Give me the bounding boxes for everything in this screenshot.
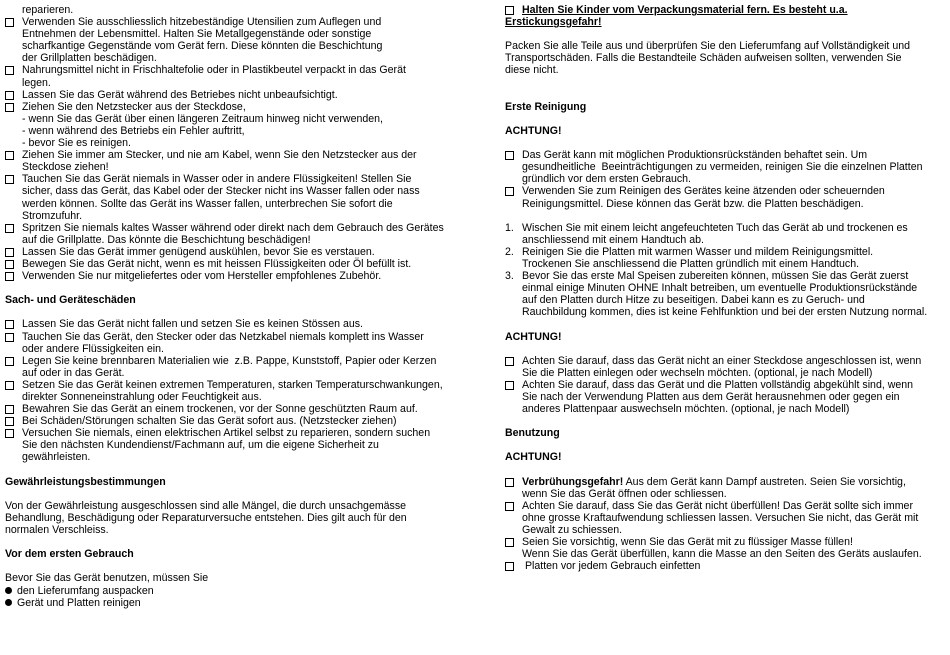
checkbox-icon [505, 478, 514, 487]
checkbox-icon [5, 405, 14, 414]
list-item-line: Achten Sie darauf, dass das Gerät und die Platten vollständig abgekühlt sind, wenn [522, 378, 914, 391]
list-item-line: Entnehmen der Lebensmittel. Halten Sie Metallgegenstände oder sonstige [22, 28, 372, 41]
checkbox-icon [5, 272, 14, 281]
list-item-line: gewährleisten. [22, 451, 91, 464]
achtung-label: ACHTUNG! [505, 124, 562, 137]
list-item-line: Tauchen Sie das Gerät niemals in Wasser oder in andere Flüssigkeiten! Stellen Sie [22, 173, 412, 186]
list-item-line: Ziehen Sie immer am Stecker, und nie am Kabel, wenn Sie den Netzstecker aus der [22, 149, 417, 162]
list-item-line: der Grillplatten beschädigen. [22, 52, 157, 65]
list-item [5, 318, 445, 330]
package-text [505, 40, 935, 76]
step-line: Bevor Sie das erste Mal Speisen zubereiten können, müssen Sie das Gerät zuerst [522, 270, 909, 283]
heading-damage: Sach- und Geräteschäden [5, 294, 136, 307]
list-item-line: sicher, dass das Gerät, das Kabel oder der Stecker nicht ins Wasser fallen oder nass [22, 185, 420, 198]
list-item-line: Lassen Sie das Gerät nicht fallen und setzen Sie es keinen Stössen aus. [22, 318, 363, 331]
list-item-line: Verwenden Sie zum Reinigen des Gerätes keine ätzenden oder scheuernden [522, 185, 885, 198]
list-item-line: Verwenden Sie nur mitgeliefertes oder vom Hersteller empfohlenes Zubehör. [22, 270, 382, 283]
list-item-line: Lassen Sie das Gerät während des Betriebes nicht unbeaufsichtigt. [22, 88, 338, 101]
list-item-line: Achten Sie darauf, dass das Gerät nicht an einer Steckdose angeschlossen ist, wenn [522, 354, 922, 367]
list-item [5, 149, 445, 173]
list-item [5, 246, 445, 258]
list-item-line: ohne grosse Kraftaufwendung schliessen lassen. Versuchen Sie nicht, das Gerät mit [522, 511, 919, 524]
paragraph-line: Transportschäden. Falls die Bestandteile Schäden aufweisen sollten, verwenden Sie [505, 52, 902, 65]
list-item [5, 355, 445, 379]
list-item [5, 427, 445, 463]
list-item-line: Setzen Sie das Gerät keinen extremen Temperaturen, starken Temperaturschwankungen, [22, 378, 443, 391]
child-warning: Halten Sie Kinder vom Verpackungsmaterial fern. Es besteht u.a. Erstickungsgefahr! [505, 4, 848, 29]
step-item [505, 222, 935, 246]
list-item [505, 379, 935, 415]
checkbox-icon [505, 538, 514, 547]
list-item-line: auf die Grillplatte. Das könnte die Beschichtung beschädigen! [22, 233, 311, 246]
checkbox-icon [505, 151, 514, 160]
list-item [5, 379, 445, 403]
step-line: Trockenen Sie anschliessend die Platten gründlich mit einem Handtuch. [522, 257, 860, 270]
bullet-icon [5, 587, 12, 594]
checkbox-icon [5, 224, 14, 233]
list-item-line: Sie nach der Verwendung Platten aus dem Gerät herausnehmen oder gegen ein [522, 391, 900, 403]
list-item [505, 185, 935, 209]
first-use-bullets [5, 585, 445, 609]
heading-cleaning: Erste Reinigung [505, 100, 587, 113]
steps-list [505, 222, 935, 319]
step-number: 1. [505, 221, 514, 234]
paragraph-line: diese nicht. [505, 64, 559, 77]
list-item-line: - wenn Sie das Gerät über einen längeren Zeitraum hinweg nicht verwenden, [22, 112, 383, 125]
checkbox-icon [5, 260, 14, 269]
list-item [5, 415, 445, 427]
heading-usage: Benutzung [505, 427, 560, 440]
checkbox-icon [5, 333, 14, 342]
list-item: Platten vor jedem Gebrauch einfetten [505, 560, 935, 572]
list-item [505, 355, 935, 379]
list-item-line: auf oder in das Gerät. [22, 366, 125, 379]
list-item-line: oder andere Flüssigkeiten ein. [22, 342, 164, 355]
achtung-label-3: ACHTUNG! [505, 451, 562, 464]
warranty-text [5, 500, 445, 536]
scald-warning: Verbrühungsgefahr! Aus dem Gerät kann Dampf austreten. Seien Sie vorsichtig, wenn Sie das Gerät öffnen oder schliessen. [505, 476, 935, 500]
checkbox-icon [5, 18, 14, 27]
list-item-line: Tauchen Sie das Gerät, den Stecker oder das Netzkabel niemals komplett ins Wasser [22, 330, 424, 343]
achtung-label-2: ACHTUNG! [505, 330, 562, 343]
checkbox-icon [505, 187, 514, 196]
checkbox-icon [5, 320, 14, 329]
damage-list [5, 318, 445, 463]
step-number: 3. [505, 270, 514, 283]
list-item [5, 16, 445, 64]
list-item-line: - bevor Sie es reinigen. [22, 137, 131, 150]
list-item-line: Gewalt zu schiessen. [522, 524, 623, 537]
right-column [505, 4, 935, 572]
list-item-line: Bewahren Sie das Gerät an einem trockenen, vor der Sonne geschützten Raum auf. [22, 403, 418, 416]
list-item [505, 500, 935, 536]
list-item-line: legen. [22, 76, 51, 89]
list-item [505, 536, 935, 560]
safety-list [5, 16, 445, 282]
list-item-line: Bei Schäden/Störungen schalten Sie das Gerät sofort aus. (Netzstecker ziehen) [22, 415, 397, 428]
list-item-line: scharfkantige Gegenstände vom Gerät fern. Diese könnten die Beschichtung [22, 40, 383, 53]
list-item [5, 173, 445, 221]
list-item-line: Stromzufuhr. [22, 209, 83, 222]
checkbox-icon [5, 175, 14, 184]
list-item-line: werden können. Sollte das Gerät ins Wasser fallen, unterbrechen Sie sofort die [22, 197, 393, 210]
checkbox-icon [505, 357, 514, 366]
checkbox-icon [505, 6, 514, 15]
heading-first-use: Vor dem ersten Gebrauch [5, 548, 134, 561]
list-item-line: Spritzen Sie niemals kaltes Wasser während oder direkt nach dem Gebrauch des Gerätes [22, 221, 444, 234]
list-item [505, 149, 935, 185]
list-item-line: Sie die Platten einlegen oder wechseln möchten. (optional, je nach Modell) [522, 366, 873, 379]
step-item [505, 246, 935, 270]
list-item-line: Bewegen Sie das Gerät nicht, wenn es mit heissen Flüssigkeiten oder Öl befüllt ist. [22, 257, 412, 270]
checkbox-icon [505, 562, 514, 571]
step-line: Wischen Sie mit einem leicht angefeuchteten Tuch das Gerät ab und trockenen es [522, 221, 908, 234]
bullet-text: den Lieferumfang auspacken [17, 584, 154, 597]
left-column [5, 4, 445, 609]
list-item [5, 89, 445, 101]
list-item-line: Sie den nächsten Kundendienst/Fachmann auf, um die eigene Sicherheit zu [22, 439, 379, 452]
list-item-line: gründlich vor dem ersten Gebrauch. [522, 173, 691, 186]
list-item-line: Nahrungsmittel nicht in Frischhaltefolie oder in Plastikbeutel verpackt in das Gerät [22, 64, 406, 77]
paragraph-line: Behandlung, Beschädigung oder Reparaturversuche entstehen. Dies gilt auch für den [5, 511, 407, 524]
usage-list [505, 500, 935, 560]
list-item-line: Lassen Sie das Gerät immer genügend auskühlen, bevor Sie es verstauen. [22, 245, 375, 258]
paragraph-line: Von der Gewährleistung ausgeschlossen sind alle Mängel, die durch unsachgemässe [5, 499, 407, 512]
paragraph-line: normalen Verschleiss. [5, 524, 109, 537]
bullet-icon [5, 599, 12, 606]
cleaning-list [505, 149, 935, 209]
step-line: anschliessend mit einem Handtuch ab. [522, 233, 704, 246]
step-line: Reinigen Sie die Platten mit warmen Wasser und mildem Reinigungsmittel. [522, 245, 874, 258]
list-item-line: Wenn Sie das Gerät überfüllen, kann die Masse an den Seiten des Geräts auslaufen. [522, 548, 922, 561]
checkbox-icon [5, 151, 14, 160]
list-item-line: Reinigungsmittel. Diese können das Gerät bzw. die Platten beschädigen. [522, 197, 864, 210]
checkbox-icon [5, 248, 14, 257]
plate-change-list [505, 355, 935, 415]
checkbox-icon [5, 381, 14, 390]
step-line: Rauchbildung kommen, dies ist keine Fehlfunktion und bei der ersten Nutzung normal. [522, 306, 928, 319]
checkbox-icon [5, 429, 14, 438]
checkbox-icon [5, 66, 14, 75]
checkbox-icon [5, 91, 14, 100]
list-item-line: Ziehen Sie den Netzstecker aus der Steckdose, [22, 100, 246, 113]
list-item-line: gesundheitliche Beeinträchtigungen zu vermeiden, reinigen Sie die einzelnen Platten [522, 161, 923, 174]
step-item [505, 270, 935, 318]
list-item-line: Das Gerät kann mit möglichen Produktionsrückständen behaftet sein. Um [522, 149, 868, 162]
list-item [5, 222, 445, 246]
step-line: einmal einige Minuten OHNE Inhalt betreiben, um eventuelle Produktionsrückstände [522, 282, 918, 295]
checkbox-icon [5, 103, 14, 112]
list-item-line: Versuchen Sie niemals, einen elektrischen Artikel selbst zu reparieren, sondern suchen [22, 427, 431, 440]
list-item-line: anderes Plattenpaar auswechseln möchten. (optional, je nach Modell) [522, 403, 850, 416]
list-item [5, 101, 445, 149]
checkbox-icon [5, 417, 14, 426]
list-item [5, 331, 445, 355]
checkbox-icon [505, 381, 514, 390]
bullet-item [5, 597, 445, 609]
checkbox-icon [505, 502, 514, 511]
list-item [5, 64, 445, 88]
list-item-line: - wenn während des Betriebs ein Fehler auftritt, [22, 124, 245, 137]
heading-warranty: Gewährleistungsbestimmungen [5, 475, 166, 488]
list-item-line: Steckdose ziehen! [22, 161, 109, 174]
paragraph-line: Packen Sie alle Teile aus und überprüfen Sie den Lieferumfang auf Vollständigkeit und [505, 40, 910, 53]
list-item-line: Verwenden Sie ausschliesslich hitzebeständige Utensilien zum Auflegen und [22, 16, 382, 29]
bullet-item [5, 585, 445, 597]
list-item-line: Legen Sie keine brennbaren Materialien wie z.B. Pappe, Kunststoff, Papier oder Kerzen [22, 354, 437, 367]
list-item [5, 258, 445, 270]
list-item-line: Seien Sie vorsichtig, wenn Sie das Gerät mit zu flüssiger Masse füllen! [522, 536, 853, 549]
list-item-line: direkter Sonneneinstrahlung oder Feuchtigkeit aus. [22, 391, 262, 403]
continuation-line: reparieren. [22, 4, 74, 16]
list-item-line: Achten Sie darauf, dass Sie das Gerät nicht überfüllen! Das Gerät sollte sich immer [522, 499, 913, 512]
step-line: auf den Platten durch Hitze zu beseitigen. Dabei kann es zu Geruch- und [522, 294, 865, 307]
checkbox-icon [5, 357, 14, 366]
first-use-intro: Bevor Sie das Gerät benutzen, müssen Sie [5, 572, 209, 585]
list-item [5, 270, 445, 282]
list-item [5, 403, 445, 415]
step-number: 2. [505, 245, 514, 258]
bullet-text: Gerät und Platten reinigen [17, 596, 141, 609]
